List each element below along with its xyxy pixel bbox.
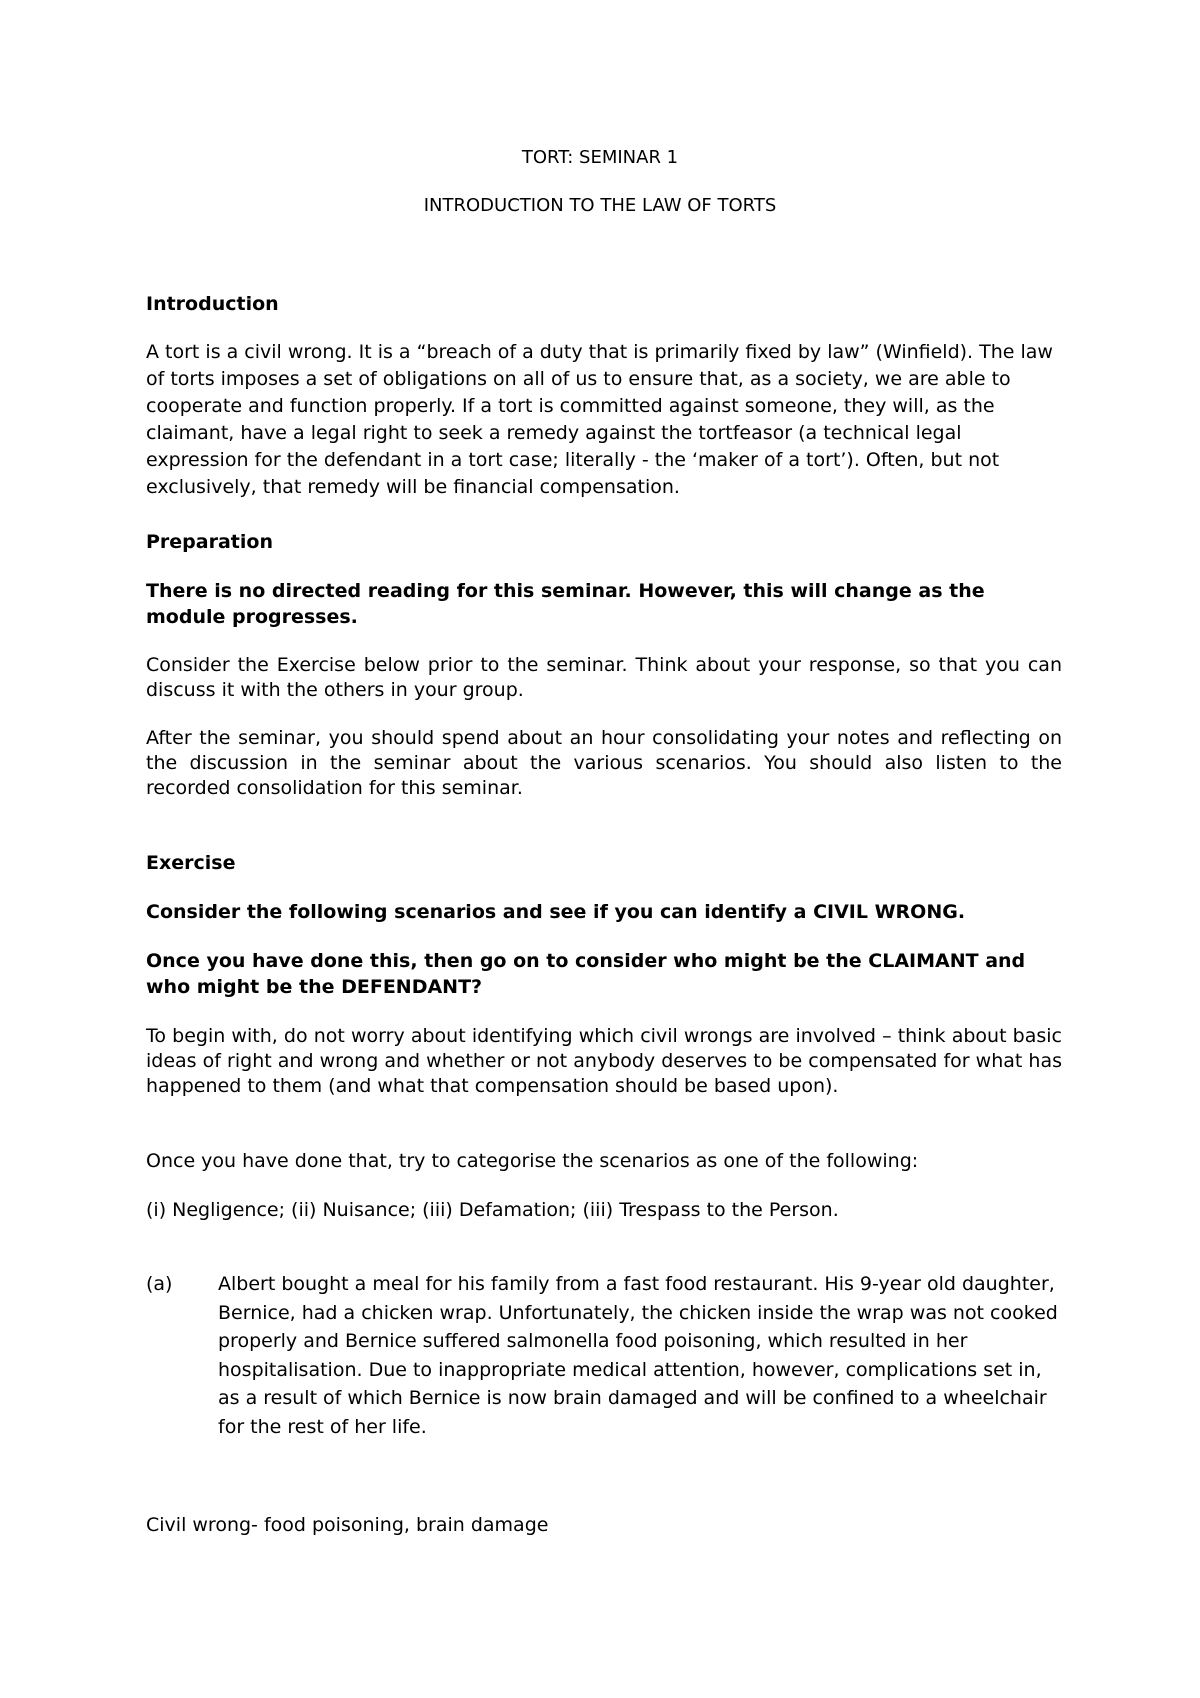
- exercise-instruction-2: Once you have done this, then go on to consider who might be the CLAIMANT and who might be the DEFENDANT?: [146, 950, 1026, 998]
- document-subtitle: INTRODUCTION TO THE LAW OF TORTS: [423, 195, 777, 216]
- civil-wrong-answer: Civil wrong- food poisoning, brain damage: [146, 1514, 549, 1536]
- preparation-paragraph-1: Consider the Exercise below prior to the seminar. Think about your response, so that you can discuss it with the others in your group.: [146, 654, 1062, 701]
- scenario-a-label: (a): [146, 1273, 173, 1295]
- exercise-heading: Exercise: [146, 852, 236, 874]
- exercise-paragraph-2: Once you have done that, try to categorise the scenarios as one of the following:: [146, 1150, 919, 1172]
- introduction-heading: Introduction: [146, 293, 279, 315]
- document-title: TORT: SEMINAR 1: [521, 147, 679, 168]
- preparation-paragraph-2: After the seminar, you should spend about an hour consolidating your notes and reflecting on the discussion in the seminar about the various scenarios. You should also listen to the recorded consolidation for this seminar.: [146, 727, 1062, 799]
- exercise-instruction-1: Consider the following scenarios and see if you can identify a CIVIL WRONG.: [146, 901, 966, 923]
- preparation-notice: There is no directed reading for this seminar. However, this will change as the module progresses.: [146, 580, 985, 628]
- introduction-text: A tort is a civil wrong. It is a “breach of a duty that is primarily fixed by law” (Winfield). The law of torts imposes a set of obligations on all of us to ensure that, as a society, we are able to cooperate and function properly. If a tort is committed against someone, they will, as the claimant, have a legal right to seek a remedy against the tortfeasor (a technical legal expression for the defendant in a tort case; literally - the ‘maker of a tort’). Often, but not exclusively, that remedy will be financial compensation.: [146, 341, 1053, 498]
- preparation-heading: Preparation: [146, 531, 273, 553]
- exercise-categories: (i) Negligence; (ii) Nuisance; (iii) Defamation; (iii) Trespass to the Person.: [146, 1199, 839, 1221]
- exercise-paragraph-1: To begin with, do not worry about identifying which civil wrongs are involved – think about basic ideas of right and wrong and whether or not anybody deserves to be compensated for what has happened to them (and what that compensation should be based upon).: [146, 1025, 1062, 1097]
- scenario-a-text: Albert bought a meal for his family from a fast food restaurant. His 9-year old daughter, Bernice, had a chicken wrap. Unfortunately, the chicken inside the wrap was not cooked properly and Bernice suffered salmonella food poisoning, which resulted in her hospitalisation. Due to inappropriate medical attention, however, complications set in, as a result of which Bernice is now brain damaged and will be confined to a wheelchair for the rest of her life.: [218, 1273, 1058, 1438]
